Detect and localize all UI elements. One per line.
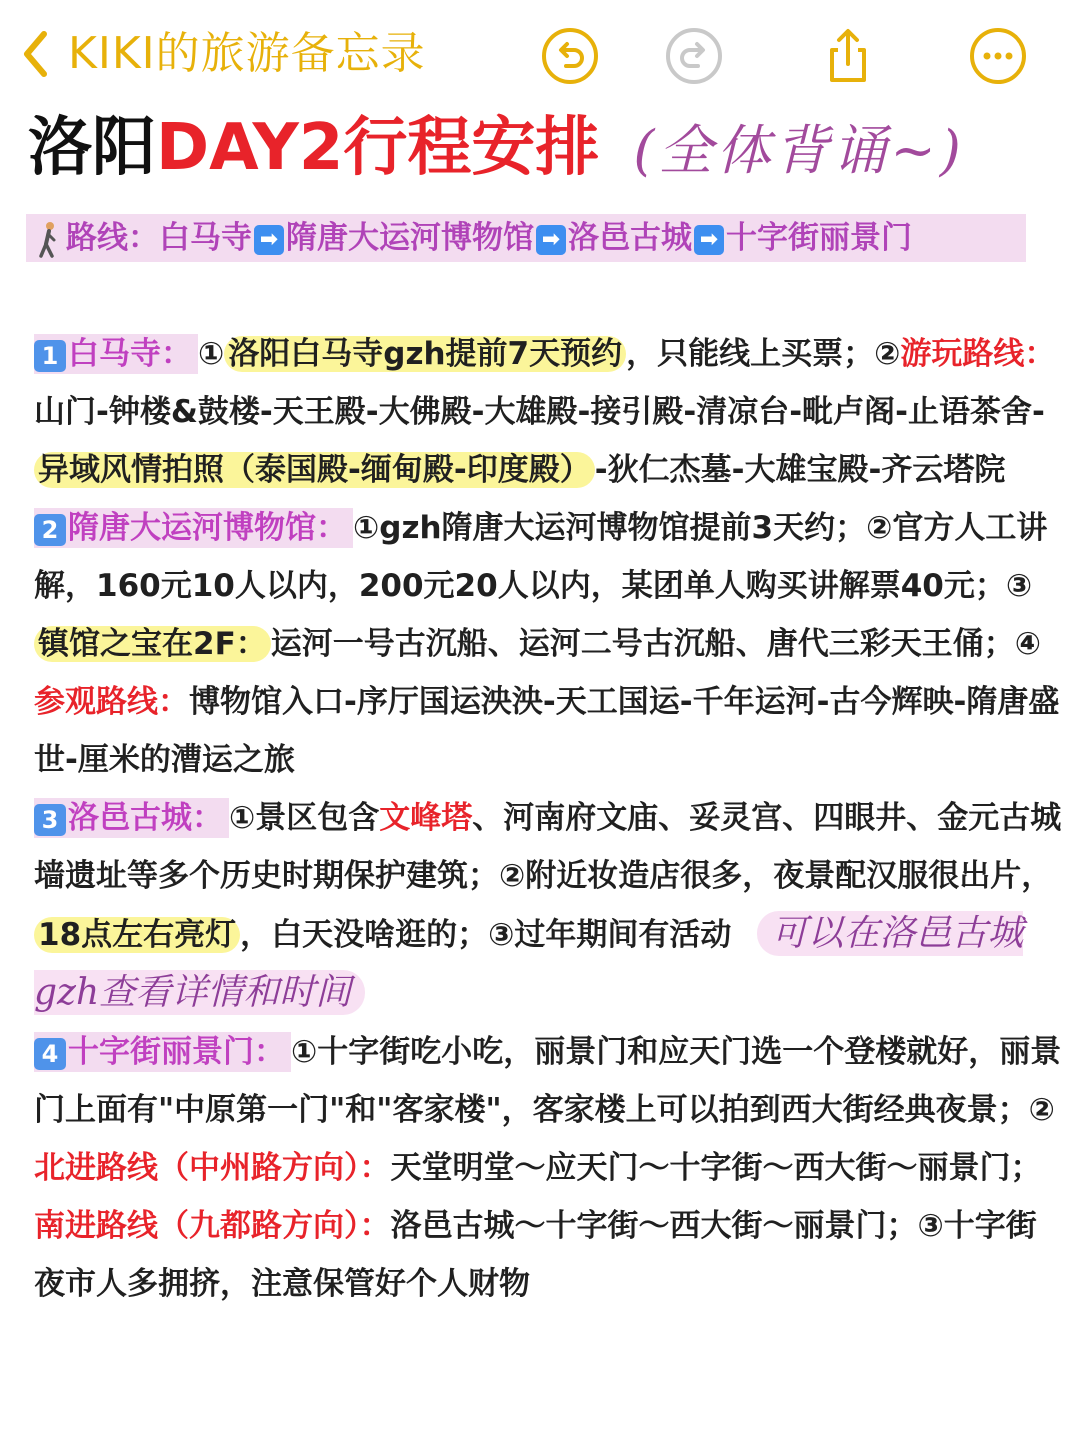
section-title — [34, 334, 198, 374]
red-emphasis: 南进路线（九都路方向）： — [34, 1208, 391, 1244]
section-baima-temple — [34, 325, 1064, 499]
title-prefix: 洛阳 — [28, 111, 156, 185]
number-badge: 2 — [34, 514, 66, 546]
right-arrow-icon: ➡ — [254, 225, 284, 255]
top-nav-bar — [0, 0, 1080, 110]
right-arrow-icon: ➡ — [536, 225, 566, 255]
red-emphasis: 文峰塔 — [379, 800, 473, 836]
number-badge: 1 — [34, 340, 66, 372]
body-text: ，白天没啥逛的；③过年期间有活动 — [240, 917, 732, 953]
route-stop: 十字街丽景门 — [726, 220, 912, 256]
number-badge: 3 — [34, 804, 66, 836]
more-button[interactable] — [968, 26, 1028, 86]
body-text: 博物馆入口-序厅国运泱泱-天工国运-千年运河-古今辉映-隋唐盛世-厘米的漕运之旅 — [34, 684, 1060, 778]
undo-icon — [540, 26, 600, 86]
body-text: ，只能线上买票；② — [626, 336, 901, 372]
body-text: 运河一号古沉船、运河二号古沉船、唐代三彩天王俑；④ — [270, 626, 1041, 662]
title-handwritten-note: (全体背诵~) — [633, 119, 965, 182]
back-chevron-icon — [22, 30, 48, 78]
share-icon — [818, 26, 878, 86]
route-label: 路线： — [66, 220, 159, 256]
route-stop: 洛邑古城 — [568, 220, 692, 256]
more-icon — [968, 26, 1028, 86]
highlighted-text: 18点左右亮灯 — [34, 917, 240, 953]
itinerary-content — [34, 325, 1064, 1313]
highlighted-text: 异域风情拍照（泰国殿-缅甸殿-印度殿） — [34, 452, 595, 488]
body-text: -狄仁杰墓-大雄宝殿-齐云塔院 — [594, 452, 1006, 488]
right-arrow-icon: ➡ — [694, 225, 724, 255]
red-emphasis: 北进路线（中州路方向）： — [34, 1150, 391, 1186]
redo-button[interactable] — [664, 26, 724, 86]
body-text: 、河南府文庙、妥灵宫、四眼井、金元古城墙遗址等多个历史时期保护建筑；②附近妆造店很多，夜景配汉服很出片， — [34, 800, 1062, 894]
body-text: ①景区包含 — [229, 800, 380, 836]
body-text: ①十字街吃小吃，丽景门和应天门选一个登楼就好，丽景门上面有"中原第一门"和"客家楼"，客家楼上可以拍到西大街经典夜景；② — [34, 1034, 1062, 1128]
section-title — [34, 1032, 291, 1072]
number-badge: 4 — [34, 1038, 66, 1070]
body-text: 天堂明堂～应天门～十字街～西大街～丽景门； — [390, 1150, 1042, 1186]
title-highlight: DAY2行程安排 — [156, 111, 600, 185]
page-title — [28, 108, 965, 188]
route-summary — [26, 214, 1026, 262]
red-emphasis: 游玩路线： — [900, 336, 1056, 372]
body-text: 山门-钟楼&鼓楼-天王殿-大佛殿-大雄殿-接引殿-清凉台-毗卢阁-止语茶舍- — [34, 394, 1045, 430]
section-name: 十字街丽景门： — [68, 1034, 285, 1070]
back-label: KIKI的旅游备忘录 — [68, 28, 426, 79]
section-name: 洛邑古城： — [68, 800, 223, 836]
body-text: ①gzh隋唐大运河博物馆提前3天约；②官方人工讲解，160元10人以内，200元20人以内，某团单人购买讲解票40元；③ — [34, 510, 1048, 604]
share-button[interactable] — [818, 26, 878, 86]
highlighted-text: 洛阳白马寺gzh提前7天预约 — [224, 336, 626, 372]
redo-icon — [664, 26, 724, 86]
route-stop: 隋唐大运河博物馆 — [286, 220, 534, 256]
section-title — [34, 798, 229, 838]
undo-button[interactable] — [540, 26, 600, 86]
section-shizijie-lijingmen — [34, 1023, 1064, 1313]
back-button[interactable] — [22, 24, 426, 84]
section-name: 隋唐大运河博物馆： — [68, 510, 347, 546]
section-title — [34, 508, 353, 548]
section-name: 白马寺： — [68, 336, 192, 372]
red-emphasis: 参观路线： — [34, 684, 189, 720]
body-text: 洛邑古城～十字街～西大街～丽景门；③十字街夜市人多拥挤，注意保管好个人财物 — [34, 1208, 1037, 1302]
handwritten-note: 可以在洛邑古城gzh查看详情和时间 — [34, 913, 1024, 1013]
section-grand-canal-museum — [34, 499, 1064, 789]
route-stop: 白马寺 — [159, 220, 252, 256]
body-text: ① — [198, 336, 225, 372]
section-luoyi-ancient-city — [34, 789, 1064, 1023]
highlighted-text: 镇馆之宝在2F： — [34, 626, 271, 662]
walking-person-icon — [34, 220, 62, 260]
